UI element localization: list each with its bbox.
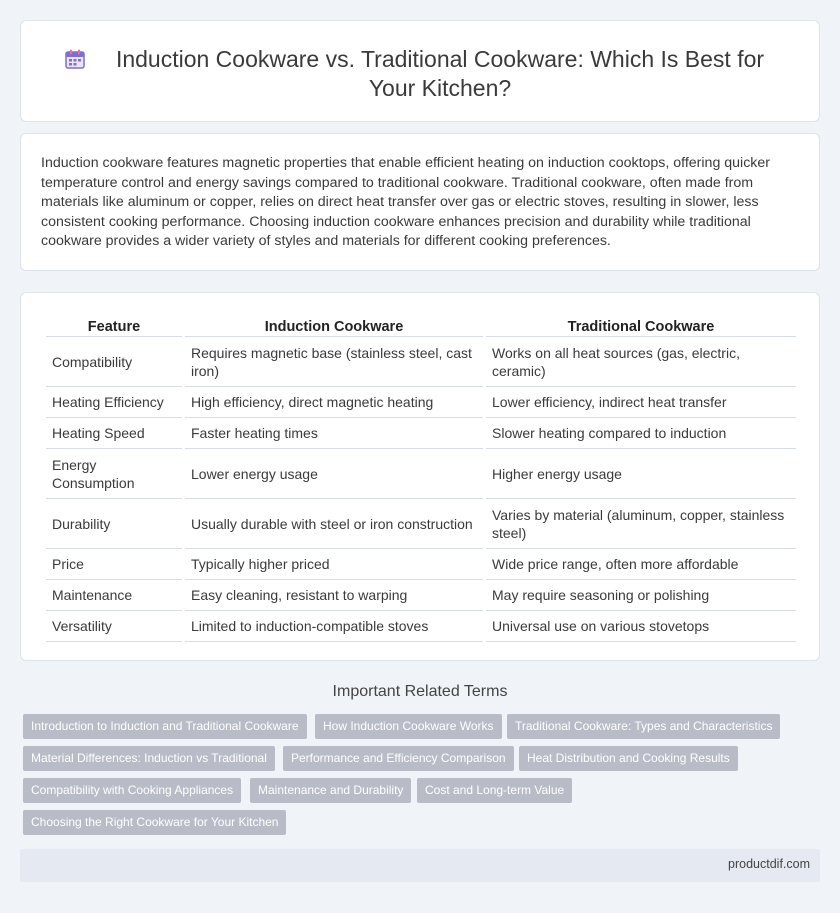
table-cell: Compatibility xyxy=(46,337,182,387)
table-cell: Heating Efficiency xyxy=(46,387,182,418)
table-cell: Price xyxy=(46,549,182,580)
related-terms-heading: Important Related Terms xyxy=(332,683,508,700)
related-term-tag[interactable]: Traditional Cookware: Types and Characteristics xyxy=(507,714,780,739)
intro-paragraph: Induction cookware features magnetic properties that enable efficient heating on induction cooktops, offering quicker temperature control and energy savings compared to traditional cookware. Traditional cookware, often made from materials like aluminum or copper, relies on direct heat transfer over gas or electric stoves, resulting in slower, less consistent cooking performance. Choosing induction cookware enhances precision and durability while traditional cookware provides a wider variety of styles and materials for different cooking preferences. xyxy=(41,155,771,250)
page-title: Induction Cookware vs. Traditional Cookware: Which Is Best for Your Kitchen? xyxy=(115,46,765,101)
table-row xyxy=(46,337,796,387)
related-term-tag[interactable]: How Induction Cookware Works xyxy=(315,714,502,739)
header-feature: Feature xyxy=(46,317,182,337)
table-cell: Heating Speed xyxy=(46,418,182,449)
table-cell: Lower energy usage xyxy=(185,449,483,499)
footer-bar xyxy=(20,849,820,882)
title-card xyxy=(20,20,820,122)
table-cell: High efficiency, direct magnetic heating xyxy=(185,387,483,418)
comparison-table-card xyxy=(20,292,820,661)
table-cell: Maintenance xyxy=(46,580,182,611)
header-traditional: Traditional Cookware xyxy=(486,317,796,337)
table-cell: Slower heating compared to induction xyxy=(486,418,796,449)
related-term-tag[interactable]: Material Differences: Induction vs Traditional xyxy=(23,746,275,771)
table-cell: Works on all heat sources (gas, electric, ceramic) xyxy=(486,337,796,387)
table-row xyxy=(46,387,796,418)
related-term-tag[interactable]: Introduction to Induction and Traditional Cookware xyxy=(23,714,307,739)
table-cell: Wide price range, often more affordable xyxy=(486,549,796,580)
table-cell: Easy cleaning, resistant to warping xyxy=(185,580,483,611)
related-term-tag[interactable]: Heat Distribution and Cooking Results xyxy=(519,746,738,771)
table-row xyxy=(46,418,796,449)
table-header-row xyxy=(46,317,796,337)
table-cell: Limited to induction-compatible stoves xyxy=(185,611,483,642)
table-cell: Typically higher priced xyxy=(185,549,483,580)
related-term-tag[interactable]: Choosing the Right Cookware for Your Kitchen xyxy=(23,810,286,835)
table-row xyxy=(46,449,796,499)
table-cell: Varies by material (aluminum, copper, stainless steel) xyxy=(486,499,796,549)
table-cell: Lower efficiency, indirect heat transfer xyxy=(486,387,796,418)
table-cell: Higher energy usage xyxy=(486,449,796,499)
table-cell: May require seasoning or polishing xyxy=(486,580,796,611)
table-cell: Durability xyxy=(46,499,182,549)
table-row xyxy=(46,549,796,580)
related-term-tag[interactable]: Cost and Long-term Value xyxy=(417,778,572,803)
header-induction: Induction Cookware xyxy=(185,317,483,337)
table-cell: Faster heating times xyxy=(185,418,483,449)
table-cell: Universal use on various stovetops xyxy=(486,611,796,642)
table-row xyxy=(46,580,796,611)
related-term-tag[interactable]: Performance and Efficiency Comparison xyxy=(283,746,514,771)
site-name[interactable]: productdif.com xyxy=(728,857,810,871)
table-cell: Versatility xyxy=(46,611,182,642)
table-cell: Energy Consumption xyxy=(46,449,182,499)
table-cell: Requires magnetic base (stainless steel, cast iron) xyxy=(185,337,483,387)
table-row xyxy=(46,499,796,549)
related-term-tag[interactable]: Maintenance and Durability xyxy=(250,778,411,803)
related-term-tag[interactable]: Compatibility with Cooking Appliances xyxy=(23,778,241,803)
comparison-table xyxy=(43,317,799,642)
intro-card xyxy=(20,133,820,271)
table-row xyxy=(46,611,796,642)
table-cell: Usually durable with steel or iron construction xyxy=(185,499,483,549)
